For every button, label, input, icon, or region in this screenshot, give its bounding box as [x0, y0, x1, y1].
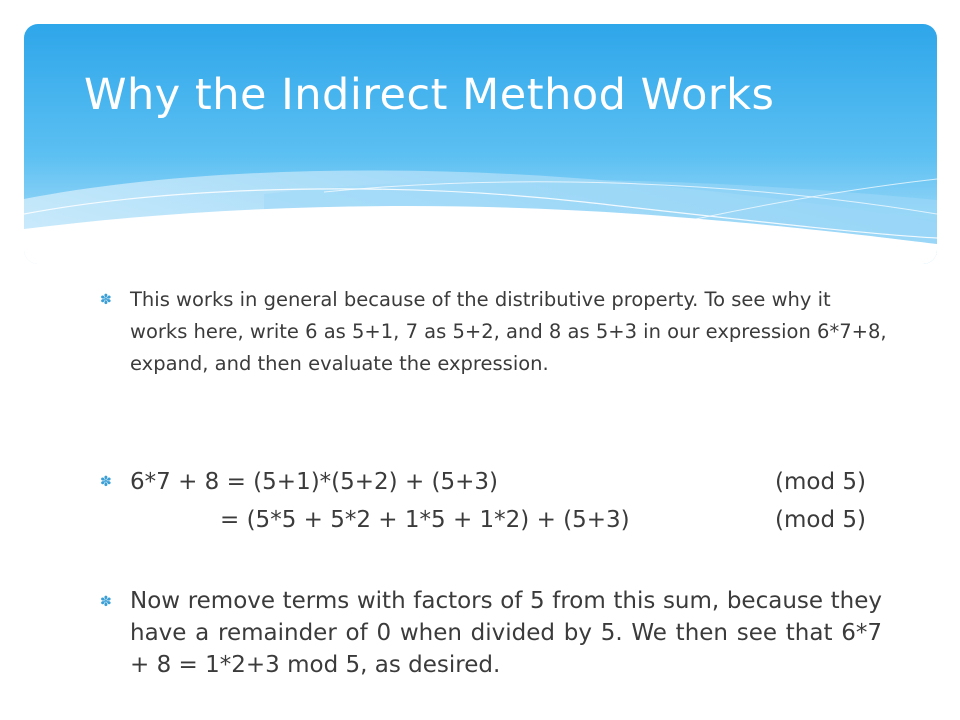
paragraph-distributive: This works in general because of the distributive property. To see why it works here, write 6 as 5+1, 7 as 5+2, and 8 as 5+3 in our expression 6*7+8, expand, and then evaluate the expression. — [130, 288, 887, 375]
banner-wave-graphic — [24, 24, 937, 264]
bullet-icon: ✽ — [100, 594, 112, 610]
bullet-icon: ✽ — [100, 474, 112, 490]
equation-line-2-mod: (mod 5) — [775, 507, 866, 533]
title-banner — [24, 24, 937, 264]
bullet-icon: ✽ — [100, 292, 112, 308]
equation-line-1: 6*7 + 8 = (5+1)*(5+2) + (5+3) — [130, 469, 499, 495]
slide-title: Why the Indirect Method Works — [84, 70, 775, 120]
equation-line-1-mod: (mod 5) — [775, 469, 866, 495]
paragraph-conclusion: Now remove terms with factors of 5 from this sum, because they have a remainder of 0 when divided by 5. We then see that 6*7 + 8 = 1*2+3 mod 5, as desired. — [130, 588, 882, 678]
equation-line-2: = (5*5 + 5*2 + 1*5 + 1*2) + (5+3) — [220, 507, 630, 533]
